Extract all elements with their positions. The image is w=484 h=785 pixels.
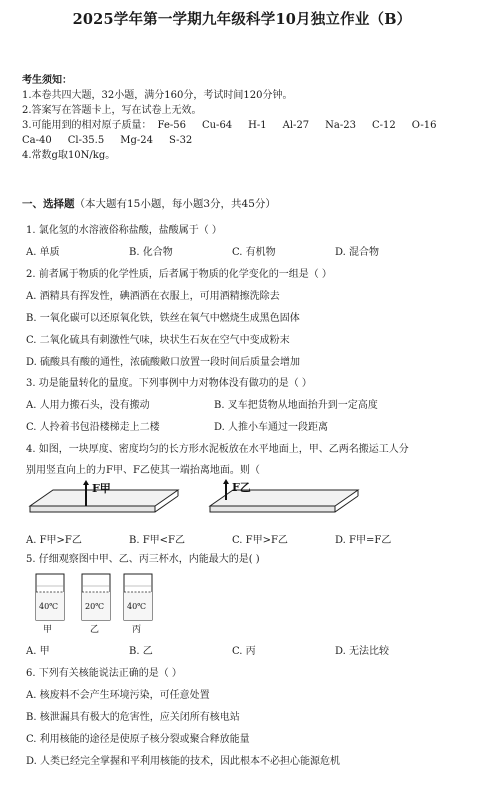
mass-al: Al-27 <box>282 120 310 131</box>
cup-yi-temp: 20℃ <box>85 602 105 611</box>
mass-mg: Mg-24 <box>120 135 153 146</box>
q3-option-a: A. 人用力搬石头，没有搬动 <box>26 400 150 411</box>
notice-line-3 <box>22 118 436 133</box>
cup-jia-temp: 40℃ <box>39 602 59 611</box>
q6-stem: 6. 下列有关核能说法正确的是（ ） <box>26 668 182 679</box>
mass-c: C-12 <box>372 120 396 131</box>
q3-option-c: C. 人拎着书包沿楼梯走上二楼 <box>26 422 160 433</box>
section-heading <box>22 196 276 211</box>
q6-option-c: C. 利用核能的途径是使原子核分裂或聚合释放能量 <box>26 734 250 745</box>
cup-yi <box>82 574 110 635</box>
cup-yi-label: 乙 <box>90 625 100 635</box>
q6-option-b: B. 核泄漏具有极大的危害性，应关闭所有核电站 <box>26 712 240 723</box>
mass-h: H-1 <box>248 120 267 131</box>
q2-stem: 2. 前者属于物质的化学性质，后者属于物质的化学变化的一组是（ ） <box>26 269 332 280</box>
q5-option-b: B. 乙 <box>129 646 153 657</box>
q3-options-row1 <box>26 396 402 411</box>
q4-option-d: D. F甲=F乙 <box>335 535 392 546</box>
slab-a <box>30 480 178 512</box>
exam-notice <box>22 73 436 163</box>
q5-stem: 5. 仔细观察图中甲、乙、丙三杯水，内能最大的是( ) <box>26 554 260 565</box>
cup-bing <box>124 574 152 635</box>
mass-cu: Cu-64 <box>201 120 233 131</box>
q4-stem-line2: 别用竖直向上的力F甲、F乙使其一端抬离地面。则（ <box>26 465 260 476</box>
q2-option-d: D. 硫酸具有酸的通性，浓硫酸敞口放置一段时间后质量会增加 <box>26 357 301 368</box>
section-desc: （本大题有15小题，每小题3分，共45分） <box>74 198 276 210</box>
section-title: 一、选择题 <box>22 198 75 210</box>
q3-options-row2 <box>26 418 402 433</box>
q3-stem: 3. 功是能量转化的量度。下列事例中力对物体没有做功的是（ ） <box>26 378 312 389</box>
q1-option-a: A. 单质 <box>26 247 60 258</box>
mass-s: S-32 <box>168 135 193 146</box>
mass-na: Na-23 <box>325 120 356 131</box>
q5-option-c: C. 丙 <box>232 646 256 657</box>
q1-option-c: C. 有机物 <box>232 247 276 258</box>
slab-b <box>210 479 358 512</box>
q4-option-b: B. F甲<F乙 <box>129 535 185 546</box>
notice-line-3b <box>22 133 436 148</box>
q6-option-d: D. 人类已经完全掌握和平利用核能的技术，因此根本不必担心能源危机 <box>26 756 341 767</box>
q3-option-b: B. 叉车把货物从地面抬升到一定高度 <box>214 400 378 411</box>
q1-options <box>26 243 438 258</box>
exam-title: 2025学年第一学期九年级科学10月独立作业（B） <box>72 11 412 28</box>
mass-cl: Cl-35.5 <box>67 135 105 146</box>
cup-jia-label: 甲 <box>43 625 53 635</box>
q4-option-c: C. F甲>F乙 <box>232 535 288 546</box>
cup-bing-label: 丙 <box>132 625 142 635</box>
q2-option-c: C. 二氧化硫具有刺激性气味，块状生石灰在空气中变成粉末 <box>26 335 290 346</box>
mass-label: 3.可能用到的相对原子质量： <box>22 120 152 131</box>
q3-option-d: D. 人推小车通过一段距离 <box>214 422 329 433</box>
q4-stem-line1: 4. 如图，一块厚度、密度均匀的长方形水泥板放在水平地面上，甲、乙两名搬运工人分 <box>26 444 409 455</box>
notice-heading: 考生须知： <box>22 75 72 86</box>
q1-option-d: D. 混合物 <box>335 247 380 258</box>
mass-ca: Ca-40 <box>22 135 52 146</box>
notice-line-2: 2.答案写在答题卡上，写在试卷上无效。 <box>22 105 202 116</box>
q5-figure <box>0 566 484 638</box>
mass-o: O-16 <box>411 120 437 131</box>
q4-options <box>26 531 438 546</box>
q6-option-a: A. 核废料不会产生环境污染，可任意处置 <box>26 690 210 701</box>
force-label-a: F甲 <box>92 482 111 495</box>
q5-option-a: A. 甲 <box>26 646 50 657</box>
notice-line-4: 4.常数g取10N/kg。 <box>22 150 116 161</box>
cup-jia <box>36 574 64 635</box>
q1-option-b: B. 化合物 <box>129 247 173 258</box>
q5-options <box>26 642 438 657</box>
cup-bing-temp: 40℃ <box>127 602 147 611</box>
q4-option-a: A. F甲>F乙 <box>26 535 82 546</box>
notice-line-1: 1.本卷共四大题，32小题，满分160分，考试时间120分钟。 <box>22 90 293 101</box>
mass-fe: Fe-56 <box>157 120 186 131</box>
q2-option-b: B. 一氧化碳可以还原氧化铁，铁丝在氧气中燃烧生成黑色固体 <box>26 313 300 324</box>
q2-option-a: A. 酒精具有挥发性，碘酒洒在衣服上，可用酒精擦洗除去 <box>26 291 280 302</box>
q5-option-d: D. 无法比较 <box>335 646 390 657</box>
force-label-b: F乙 <box>232 481 251 494</box>
q1-stem: 1. 氯化氢的水溶液俗称盐酸，盐酸属于（ ） <box>26 225 222 236</box>
q4-figure <box>0 478 484 528</box>
